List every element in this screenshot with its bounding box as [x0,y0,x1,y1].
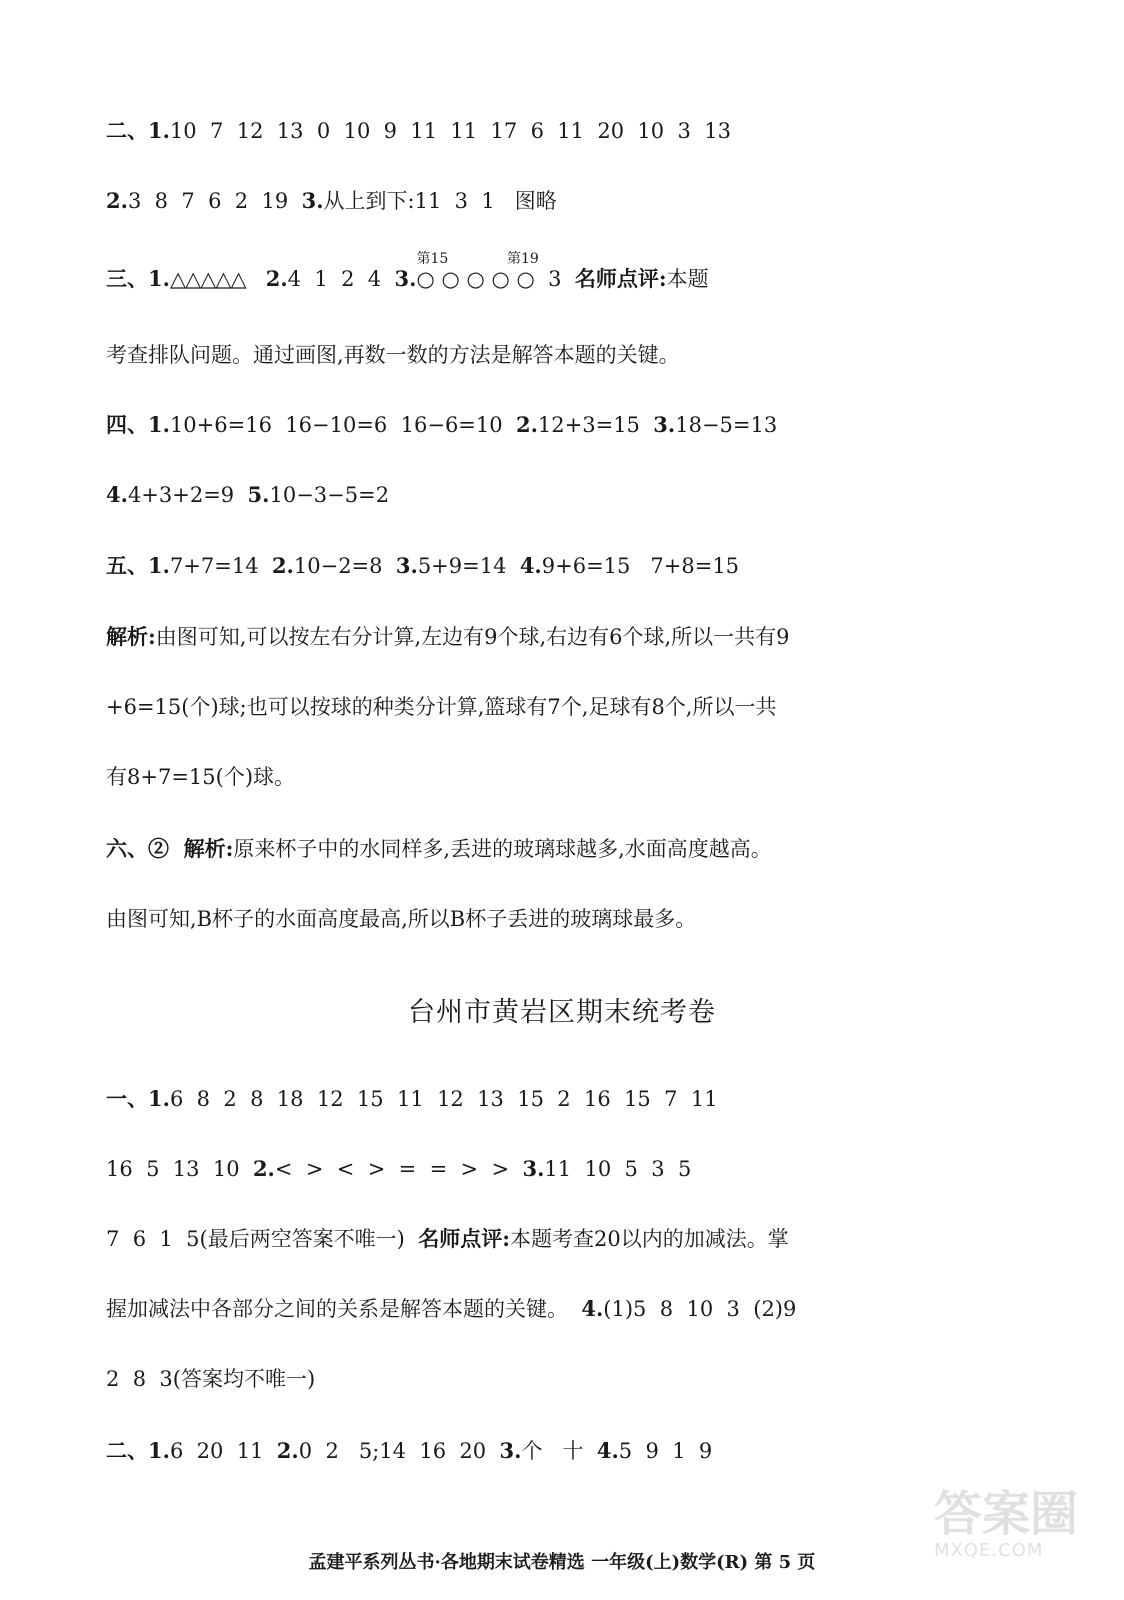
answer-text: 10−2=8 [293,554,396,578]
item-number: 1. [148,118,170,143]
line-wu-analysis-1 [106,622,790,652]
answer-text: 5+9=14 [417,554,520,578]
line-si-2 [106,480,389,510]
line-yi-5 [106,1364,315,1394]
item-number: 2. [106,188,128,213]
answer-text: (1)5 8 10 3 (2)9 [603,1297,797,1321]
answer-text: 7 6 1 5(最后两空答案不唯一) [106,1227,419,1251]
analysis-label: 解析: [183,836,234,861]
item-number: 1. [148,1086,170,1111]
line-er [106,116,731,146]
page-footer: 孟建平系列丛书·各地期末试卷精选 一年级(上)数学(R) 第 5 页 [308,1552,816,1573]
answer-text: 9+6=15 7+8=15 [541,554,740,578]
answer-text: 2 8 3(答案均不唯一) [106,1367,316,1391]
circles: ○ ○ ○ ○ ○ [416,267,535,291]
item-number: 3. [395,553,418,578]
analysis-text: 由图可知,B杯子的水面高度最高,所以B杯子丢进的玻璃球最多。 [106,907,697,931]
item-number: 3. [394,266,417,291]
answer-text: 18−5=13 [675,413,778,437]
answer-text: 10−3−5=2 [269,483,390,507]
watermark-url: MXQE.COM [934,1540,1044,1561]
comment-label: 名师点评: [574,266,667,291]
section-marker: 一、 [106,1086,148,1111]
item-number: 2. [271,553,294,578]
answer-text: < > < > = = > > [274,1157,523,1181]
item-number: 3. [653,412,676,437]
answer-text: 7+7=14 [169,554,272,578]
comment-label: 名师点评: [418,1226,510,1251]
answer-text: 3 8 7 6 2 19 [127,189,302,213]
line-si [106,410,777,440]
item-number: 1. [148,266,170,291]
line-san [106,251,709,294]
circle-row [416,251,539,294]
section-marker: 四、 [106,412,148,437]
line-yi-2 [106,1154,691,1184]
item-number: 5. [247,482,270,507]
item-number: 3. [522,1156,545,1181]
section-marker: 五、 [106,553,148,578]
section-marker: 三、 [106,266,148,291]
section-marker: 二、 [106,118,148,143]
comment-text: 握加减法中各部分之间的关系是解答本题的关键。 [106,1297,582,1321]
analysis-text: 有8+7=15(个)球。 [106,765,296,789]
answer-text: 3 [534,267,575,291]
answer-text: 4+3+2=9 [127,483,248,507]
line-yi-4 [106,1294,796,1324]
analysis-text: 原来杯子中的水同样多,丢进的玻璃球越多,水面高度越高。 [233,837,772,861]
line-yi [106,1084,718,1114]
item-number: 4. [596,1438,619,1463]
analysis-text: +6=15(个)球;也可以按球的种类分计算,篮球有7个,足球有8个,所以一共 [106,695,777,719]
line-wu-analysis-3 [106,762,295,792]
item-number: 2. [515,412,538,437]
line-yi-3 [106,1224,789,1254]
answer-text: 16 5 13 10 [106,1157,253,1181]
comment-text: 考查排队问题。通过画图,再数一数的方法是解答本题的关键。 [106,343,680,367]
answer-text: 从上到下:11 3 1 图略 [323,189,557,213]
analysis-label: 解析: [106,624,156,649]
answer-text: 10 7 12 13 0 10 9 11 11 17 6 11 20 10 3 13 [169,119,731,143]
answer-text: 0 2 5;14 16 20 [298,1439,500,1463]
answer-text: 5 9 1 9 [618,1439,713,1463]
comment-text: 本题 [666,267,709,291]
item-number: 4. [519,553,542,578]
item-number: 3. [301,188,324,213]
answer-text: 个 十 [521,1439,597,1463]
line-liu [106,834,772,864]
line-er-b [106,1436,712,1466]
answer-text: 4 1 2 4 [287,267,395,291]
line-er-2 [106,186,557,216]
line-liu-2 [106,904,696,934]
line-wu-analysis-2 [106,692,776,722]
position-label: 第15 [416,251,449,267]
item-number: 4. [581,1296,604,1321]
answer-text: 11 10 5 3 5 [544,1157,692,1181]
item-number: 1. [148,412,170,437]
position-label: 第19 [506,251,539,267]
item-number: 3. [499,1438,522,1463]
line-san-2 [106,340,680,370]
section-marker: 二、 [106,1438,148,1463]
item-number: 4. [106,482,128,507]
analysis-text: 由图可知,可以按左右分计算,左边有9个球,右边有6个球,所以一共有9 [155,625,790,649]
section-title: 台州市黄岩区期末统考卷 [408,997,716,1028]
item-number: 2. [276,1438,299,1463]
comment-text: 本题考查20以内的加减法。掌 [510,1227,789,1251]
item-number: 1. [148,553,170,578]
answer-text: 6 20 11 [169,1439,277,1463]
section-marker: 六、② [106,836,184,861]
watermark [934,1488,1084,1578]
watermark-logo: 答案圈 [934,1486,1079,1542]
line-wu [106,551,739,581]
answer-text: 12+3=15 [537,413,654,437]
item-number: 2. [265,266,288,291]
item-number: 2. [252,1156,275,1181]
item-number: 1. [148,1438,170,1463]
answer-text: 10+6=16 16−10=6 16−6=10 [169,413,516,437]
answer-text: 6 8 2 8 18 12 15 11 12 13 15 2 16 15 7 11 [169,1087,718,1111]
triangles: △△△△△ [169,267,246,291]
